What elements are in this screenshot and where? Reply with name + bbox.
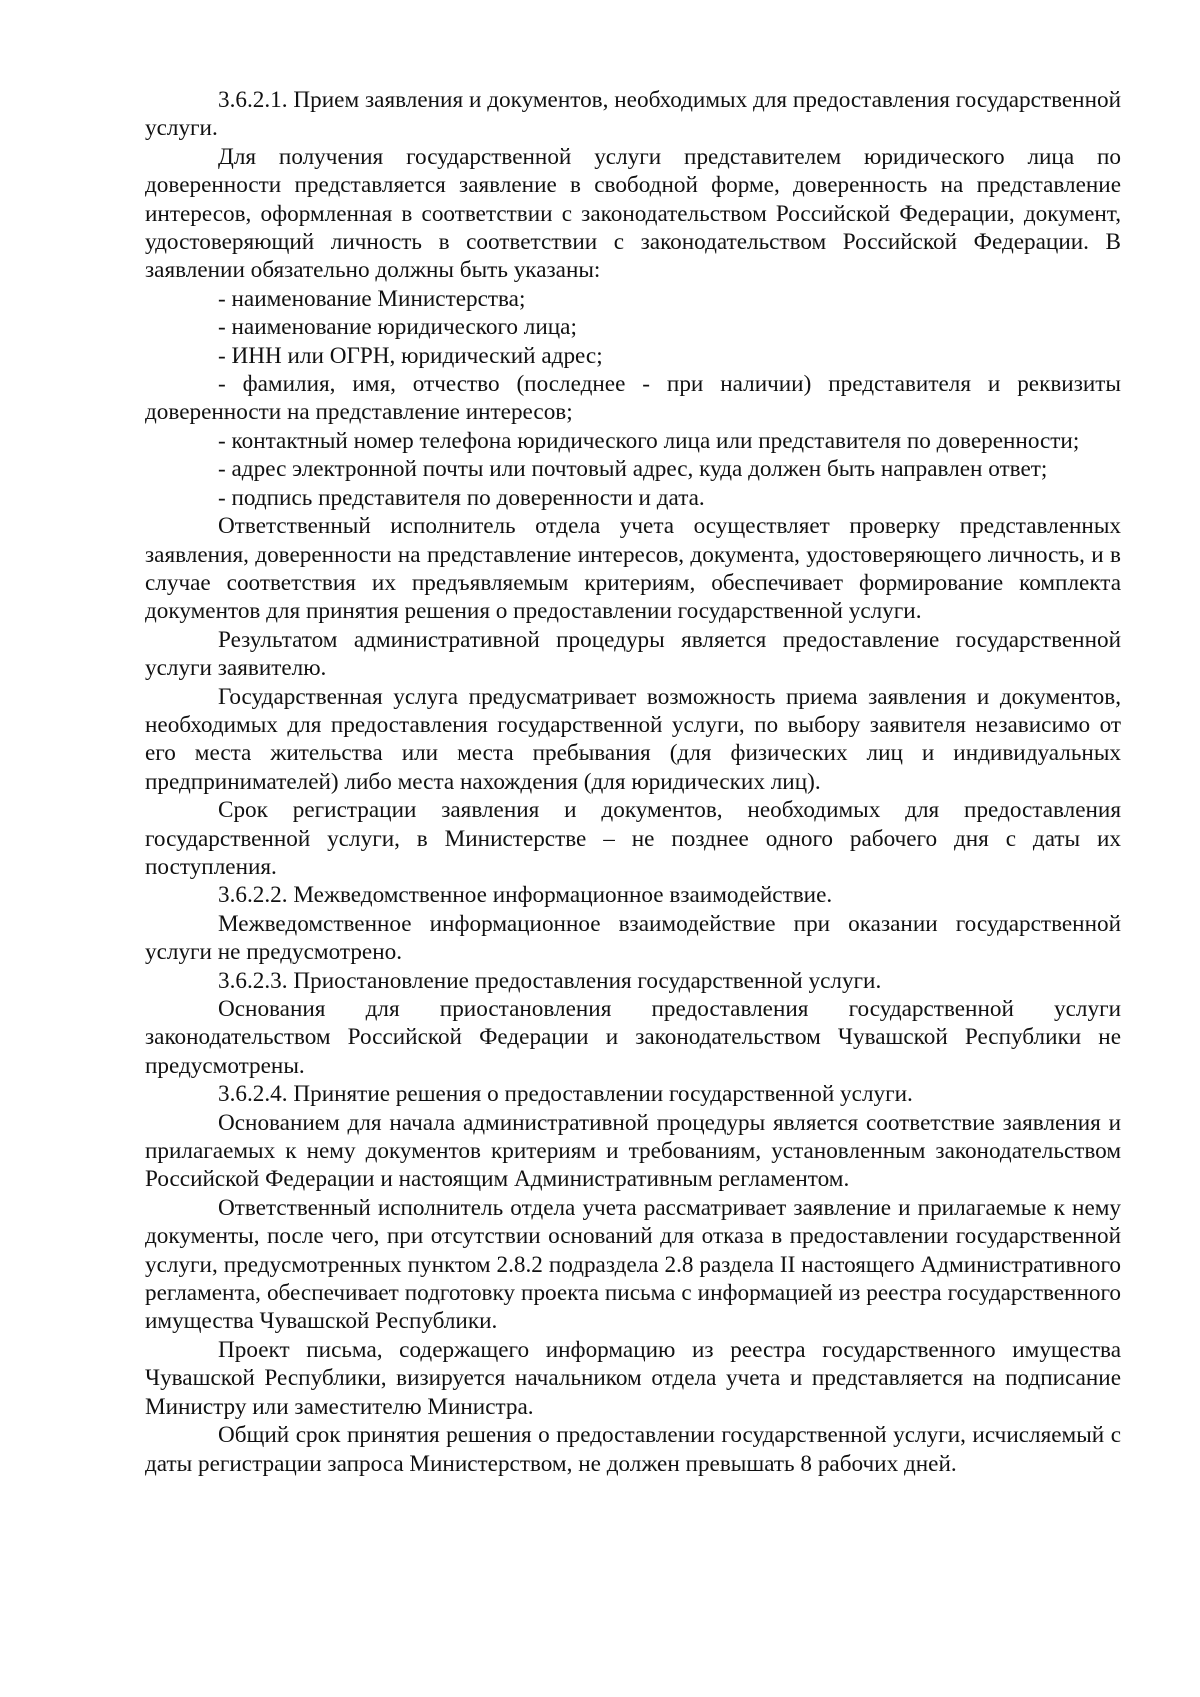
list-item: - ИНН или ОГРН, юридический адрес; [218, 342, 603, 369]
paragraph: Государственная услуга предусматривает возможность приема заявления и документов, необходимых для предоставления государственной услуги, по выбору заявителя независимо от его места жительства или места пребывания (для физических лиц и индивидуальных предпринимателей) либо места нахождения (для юридических лиц). [145, 683, 1121, 795]
paragraph: Для получения государственной услуги представителем юридического лица по доверенности представляется заявление в свободной форме, доверенность на представление интересов, оформленная в соответствии с законодательством Российской Федерации, документ, удостоверяющий личность в соответствии с законодательством Российской Федерации. В заявлении обязательно должны быть указаны: [145, 143, 1121, 284]
paragraph: Межведомственное информационное взаимодействие при оказании государственной услуги не предусмотрено. [145, 910, 1121, 966]
paragraph: Ответственный исполнитель отдела учета рассматривает заявление и прилагаемые к нему документы, после чего, при отсутствии оснований для отказа в предоставлении государственной услуги, предусмотренных пунктом 2.8.2 подраздела 2.8 раздела II настоящего Административного регламента, обеспечивает подготовку проекта письма с информацией из реестра государственного имущества Чувашской Республики. [145, 1194, 1121, 1335]
section-heading-3-6-2-1: 3.6.2.1. Прием заявления и документов, необходимых для предоставления государственной услуги. [145, 87, 1121, 142]
section-heading-3-6-2-3: 3.6.2.3. Приостановление предоставления государственной услуги. [218, 967, 882, 994]
paragraph: Результатом административной процедуры является предоставление государственной услуги заявителю. [145, 626, 1121, 682]
list-item: - контактный номер телефона юридического лица или представителя по доверенности; [218, 427, 1080, 454]
paragraph: Ответственный исполнитель отдела учета осуществляет проверку представленных заявления, доверенности на представление интересов, документа, удостоверяющего личность, и в случае соответствия их предъявляемым критериям, обеспечивает формирование комплекта документов для принятия решения о предоставлении государственной услуги. [145, 513, 1121, 625]
paragraph: Срок регистрации заявления и документов, необходимых для предоставления государственной услуги, в Министерстве – не позднее одного рабочего дня с даты их поступления. [145, 797, 1121, 880]
list-item: - фамилия, имя, отчество (последнее - при наличии) представителя и реквизиты доверенности на представление интересов; [145, 371, 1121, 426]
document-page [145, 86, 1121, 1478]
list-item: - подпись представителя по доверенности и дата. [218, 484, 705, 511]
paragraph: Основания для приостановления предоставления государственной услуги законодательством Российской Федерации и законодательством Чувашской Республики не предусмотрены. [145, 996, 1121, 1079]
paragraph: Общий срок принятия решения о предоставлении государственной услуги, исчисляемый с даты регистрации запроса Министерством, не должен превышать 8 рабочих дней. [145, 1422, 1121, 1477]
section-heading-3-6-2-4: 3.6.2.4. Принятие решения о предоставлении государственной услуги. [218, 1081, 913, 1108]
section-heading-3-6-2-2: 3.6.2.2. Межведомственное информационное взаимодействие. [218, 882, 833, 909]
list-item: - адрес электронной почты или почтовый адрес, куда должен быть направлен ответ; [218, 456, 1048, 483]
paragraph: Основанием для начала административной процедуры является соответствие заявления и прилагаемых к нему документов критериям и требованиям, установленным законодательством Российской Федерации и настоящим Административным регламентом. [145, 1109, 1121, 1193]
list-item: - наименование Министерства; [218, 285, 526, 312]
paragraph: Проект письма, содержащего информацию из реестра государственного имущества Чувашской Республики, визируется начальником отдела учета и представляется на подписание Министру или заместителю Министра. [145, 1336, 1121, 1420]
list-item: - наименование юридического лица; [218, 314, 577, 341]
